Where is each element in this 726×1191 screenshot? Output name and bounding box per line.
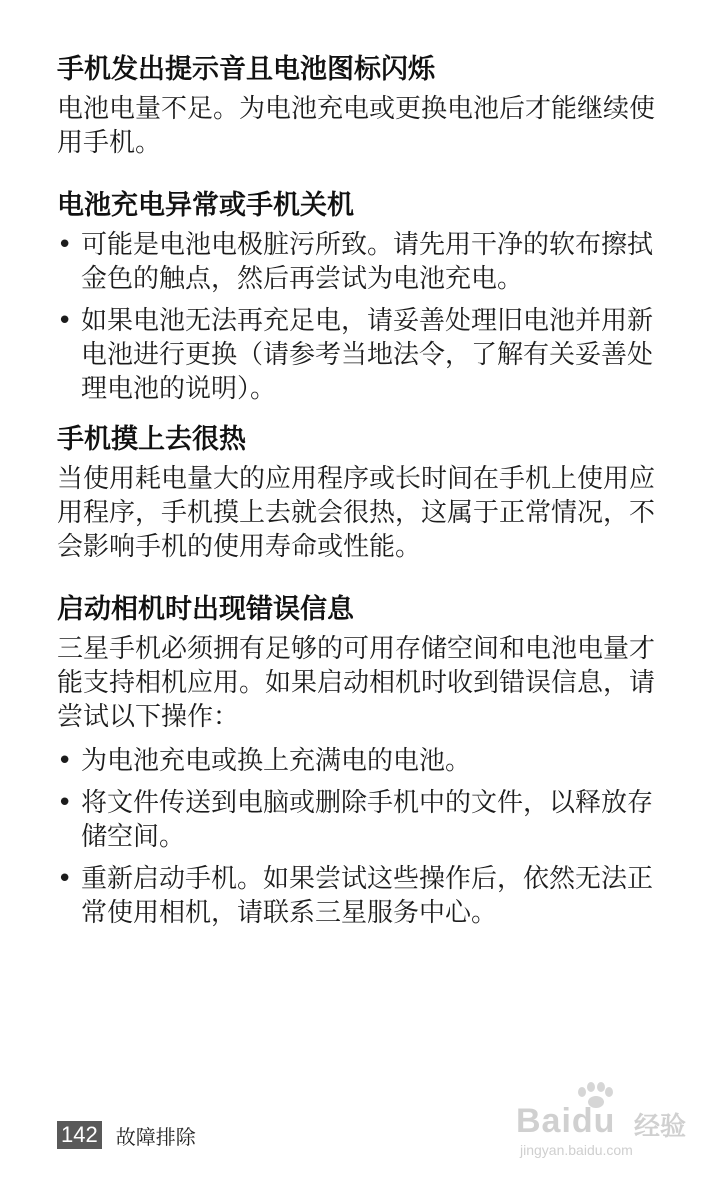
section-paragraph: 三星手机必须拥有足够的可用存储空间和电池电量才能支持相机应用。如果启动相机时收到错误信息，请尝试以下操作： xyxy=(57,634,656,732)
page-footer xyxy=(57,1120,196,1150)
bullet-dot: • xyxy=(57,788,73,818)
section-charging-abnormal xyxy=(57,188,672,406)
bullet-list xyxy=(57,744,672,930)
bullet-text: 为电池充电或换上充满电的电池。 xyxy=(81,746,472,776)
bullet-dot: • xyxy=(57,746,73,776)
section-camera-error xyxy=(57,592,672,930)
bullet-dot: • xyxy=(57,864,73,894)
baidu-jingyan-watermark xyxy=(516,1082,686,1162)
section-heading: 手机摸上去很热 xyxy=(57,424,246,455)
watermark-suffix: 经验 xyxy=(634,1112,687,1142)
section-heading: 手机发出提示音且电池图标闪烁 xyxy=(57,54,435,85)
watermark-brand: Baidu xyxy=(516,1102,616,1140)
page-number: 142 xyxy=(57,1121,102,1149)
section-battery-low xyxy=(57,52,672,160)
section-paragraph: 电池电量不足。为电池充电或更换电池后才能继续使用手机。 xyxy=(57,94,656,158)
bullet-item xyxy=(57,304,672,406)
bullet-dot: • xyxy=(57,306,73,336)
section-paragraph: 当使用耗电量大的应用程序或长时间在手机上使用应用程序，手机摸上去就会很热，这属于正常情况，不会影响手机的使用寿命或性能。 xyxy=(57,464,656,562)
section-heading: 电池充电异常或手机关机 xyxy=(57,190,354,221)
bullet-item xyxy=(57,786,672,854)
bullet-dot: • xyxy=(57,230,73,260)
bullet-text: 将文件传送到电脑或删除手机中的文件，以释放存储空间。 xyxy=(81,788,654,852)
bullet-text: 如果电池无法再充足电，请妥善处理旧电池并用新电池进行更换（请参考当地法令，了解有关妥善处理电池的说明）。 xyxy=(81,306,654,404)
bullet-text: 重新启动手机。如果尝试这些操作后，依然无法正常使用相机，请联系三星服务中心。 xyxy=(81,864,654,928)
bullet-list xyxy=(57,228,672,406)
bullet-item xyxy=(57,228,672,296)
section-heading: 启动相机时出现错误信息 xyxy=(57,594,354,625)
section-phone-hot xyxy=(57,422,672,564)
bullet-item xyxy=(57,744,672,778)
bullet-item xyxy=(57,862,672,930)
bullet-text: 可能是电池电极脏污所致。请先用干净的软布擦拭金色的触点，然后再尝试为电池充电。 xyxy=(81,230,654,294)
chapter-title: 故障排除 xyxy=(115,1124,196,1149)
watermark-url: jingyan.baidu.com xyxy=(520,1142,633,1158)
manual-page xyxy=(57,52,672,938)
